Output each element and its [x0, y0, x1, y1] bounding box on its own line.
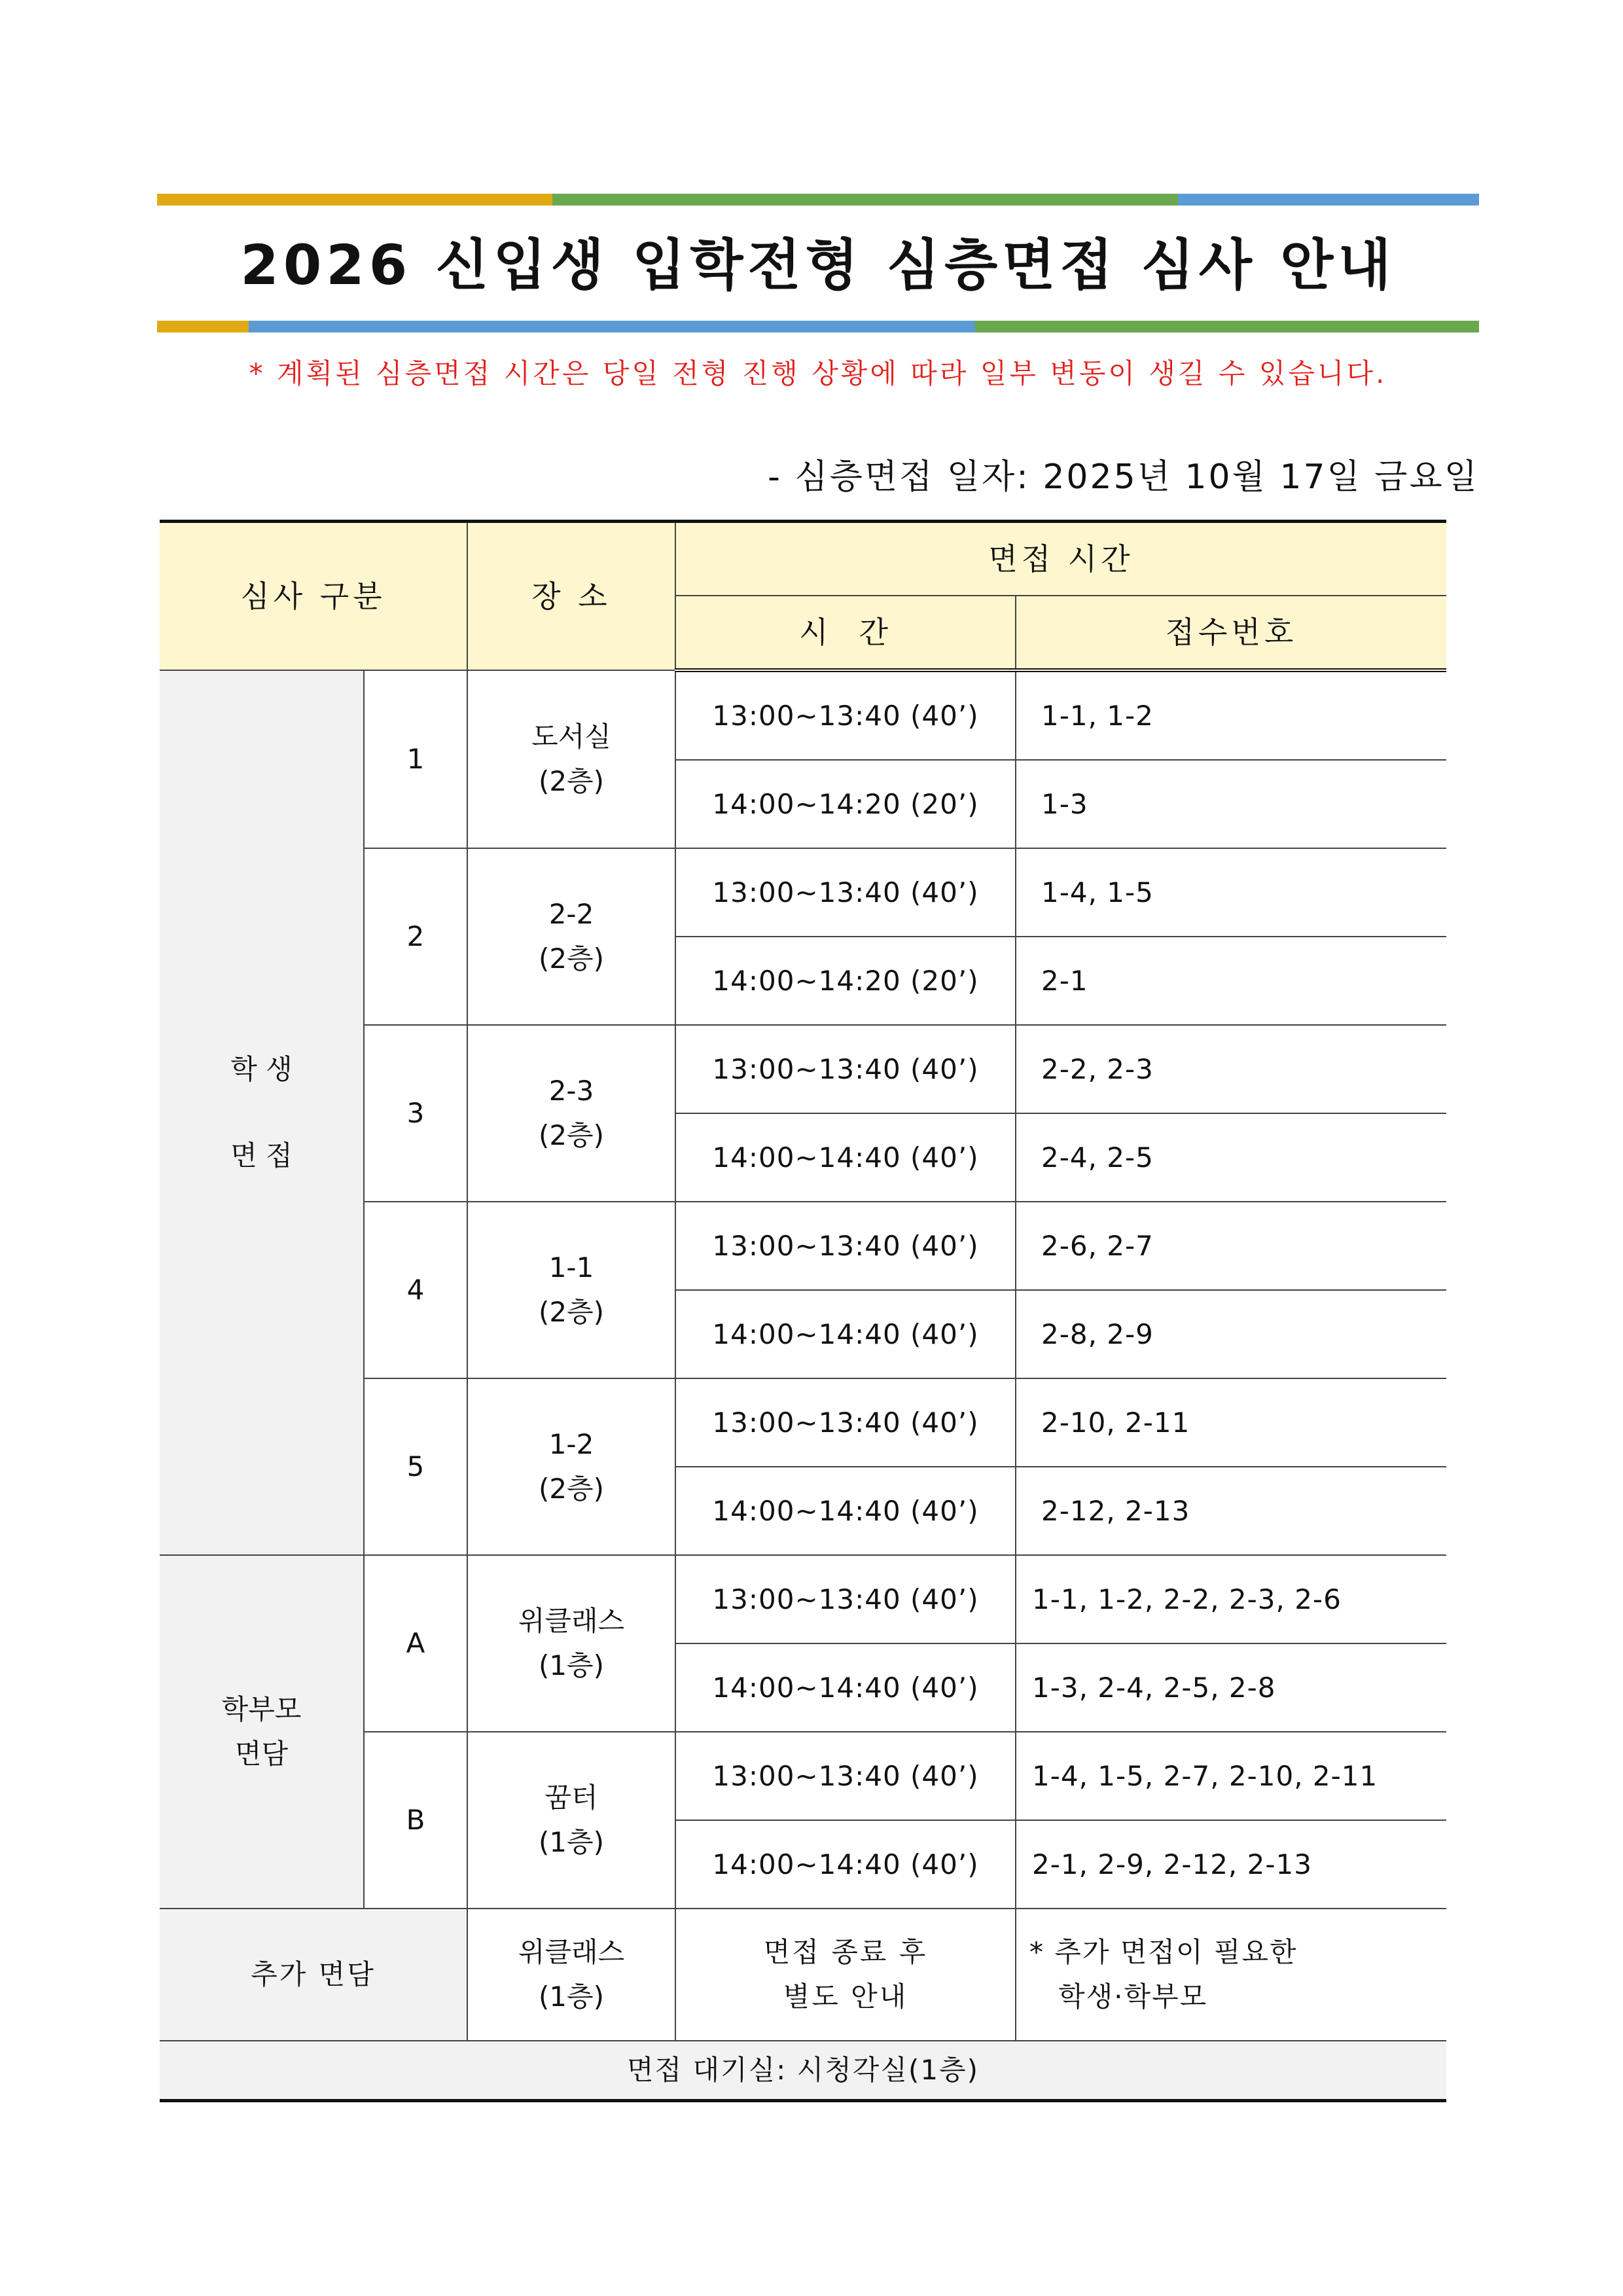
room-name: 2-3 [548, 1075, 594, 1107]
slot-numbers: 1-4, 1-5, 2-7, 2-10, 2-11 [1016, 1732, 1446, 1820]
room-floor: (2층) [538, 1296, 605, 1328]
room-location [467, 848, 675, 1025]
top-color-bar [157, 194, 1479, 206]
group-label: 학부모 [221, 1693, 302, 1725]
room-floor: (1층) [538, 1826, 605, 1858]
room-name: 1-2 [548, 1428, 594, 1460]
slot-numbers: 2-2, 2-3 [1016, 1025, 1446, 1113]
slot-time: 13:00~13:40 (40’) [675, 670, 1016, 760]
slot-time: 14:00~14:20 (20’) [675, 937, 1016, 1025]
group-label: 면담 [234, 1738, 289, 1770]
header-place: 장 소 [467, 522, 675, 671]
room-number: 5 [364, 1378, 467, 1555]
slot-time: 14:00~14:40 (40’) [675, 1290, 1016, 1378]
room-floor: (2층) [538, 1119, 605, 1151]
room-location [467, 1202, 675, 1378]
room-floor: (1층) [538, 1981, 605, 2013]
slot-time: 13:00~13:40 (40’) [675, 1202, 1016, 1290]
slot-time: 14:00~14:40 (40’) [675, 1467, 1016, 1555]
table-row [160, 2041, 1446, 2101]
group-label: 면 접 [230, 1139, 293, 1172]
slot-time: 13:00~13:40 (40’) [675, 1025, 1016, 1113]
room-number: 1 [364, 670, 467, 848]
table-row [160, 1909, 1446, 2041]
slot-numbers: 2-1, 2-9, 2-12, 2-13 [1016, 1820, 1446, 1909]
room-name: 2-2 [548, 898, 594, 930]
slot-numbers: 1-3 [1016, 760, 1446, 848]
room-name: 꿈터 [544, 1782, 598, 1814]
room-name: 위클래스 [518, 1605, 625, 1637]
table-row [160, 670, 1446, 760]
room-location [467, 1378, 675, 1555]
extra-time [675, 1909, 1016, 2041]
header-numbers: 접수번호 [1016, 596, 1446, 670]
extra-time-line: 별도 안내 [783, 1981, 908, 2013]
room-floor: (2층) [538, 765, 605, 797]
student-interview-group [160, 670, 364, 1555]
slot-numbers: 2-8, 2-9 [1016, 1290, 1446, 1378]
header-interview-time: 면접 시간 [675, 522, 1446, 596]
slot-numbers: 1-3, 2-4, 2-5, 2-8 [1016, 1643, 1446, 1732]
slot-time: 13:00~13:40 (40’) [675, 848, 1016, 937]
header-time: 시 간 [675, 596, 1016, 670]
slot-numbers: 2-1 [1016, 937, 1446, 1025]
slot-time: 13:00~13:40 (40’) [675, 1378, 1016, 1467]
slot-numbers: 1-1, 1-2, 2-2, 2-3, 2-6 [1016, 1555, 1446, 1643]
interview-date: - 심층면접 일자: 2025년 10월 17일 금요일 [768, 457, 1479, 497]
slot-time: 14:00~14:40 (40’) [675, 1113, 1016, 1202]
schedule-change-notice: * 계획된 심층면접 시간은 당일 전형 진행 상황에 따라 일부 변동이 생길 수 있습니다. [249, 357, 1387, 389]
extra-note-line: * 추가 면접이 필요한 [1029, 1936, 1298, 1968]
room-floor: (1층) [538, 1649, 605, 1681]
slot-numbers: 2-12, 2-13 [1016, 1467, 1446, 1555]
room-floor: (2층) [538, 942, 605, 975]
group-label: 학 생 [230, 1053, 293, 1085]
slot-numbers: 2-10, 2-11 [1016, 1378, 1446, 1467]
slot-time: 14:00~14:40 (40’) [675, 1820, 1016, 1909]
room-number: 3 [364, 1025, 467, 1202]
room-number: B [364, 1732, 467, 1909]
room-name: 도서실 [531, 721, 611, 753]
room-number: 4 [364, 1202, 467, 1378]
slot-numbers: 1-1, 1-2 [1016, 670, 1446, 760]
header-category: 심사 구분 [160, 522, 467, 671]
slot-time: 13:00~13:40 (40’) [675, 1555, 1016, 1643]
room-name: 위클래스 [518, 1936, 625, 1968]
room-location [467, 1025, 675, 1202]
extra-note [1016, 1909, 1446, 2041]
interview-schedule-table [160, 520, 1446, 2102]
slot-time: 13:00~13:40 (40’) [675, 1732, 1016, 1820]
schedule-table-body [160, 670, 1446, 2101]
slot-numbers: 1-4, 1-5 [1016, 848, 1446, 937]
extra-meeting-label: 추가 면담 [160, 1909, 467, 2041]
slot-numbers: 2-6, 2-7 [1016, 1202, 1446, 1290]
slot-numbers: 2-4, 2-5 [1016, 1113, 1446, 1202]
room-location [467, 1732, 675, 1909]
room-location [467, 670, 675, 848]
schedule-table-container [160, 520, 1446, 2102]
parent-meeting-group [160, 1555, 364, 1909]
room-name: 1-1 [548, 1251, 594, 1283]
extra-time-line: 면접 종료 후 [763, 1936, 928, 1968]
slot-time: 14:00~14:40 (40’) [675, 1643, 1016, 1732]
slot-time: 14:00~14:20 (20’) [675, 760, 1016, 848]
bottom-color-bar [157, 321, 1479, 332]
table-row [160, 1555, 1446, 1643]
document-title: 2026 신입생 입학전형 심층면접 심사 안내 [240, 233, 1396, 297]
room-location [467, 1555, 675, 1732]
room-floor: (2층) [538, 1473, 605, 1505]
extra-note-line: 학생·학부모 [1058, 1981, 1208, 2013]
extra-room [467, 1909, 675, 2041]
waiting-room: 면접 대기실: 시청각실(1층) [160, 2041, 1446, 2101]
room-number: 2 [364, 848, 467, 1025]
room-number: A [364, 1555, 467, 1732]
